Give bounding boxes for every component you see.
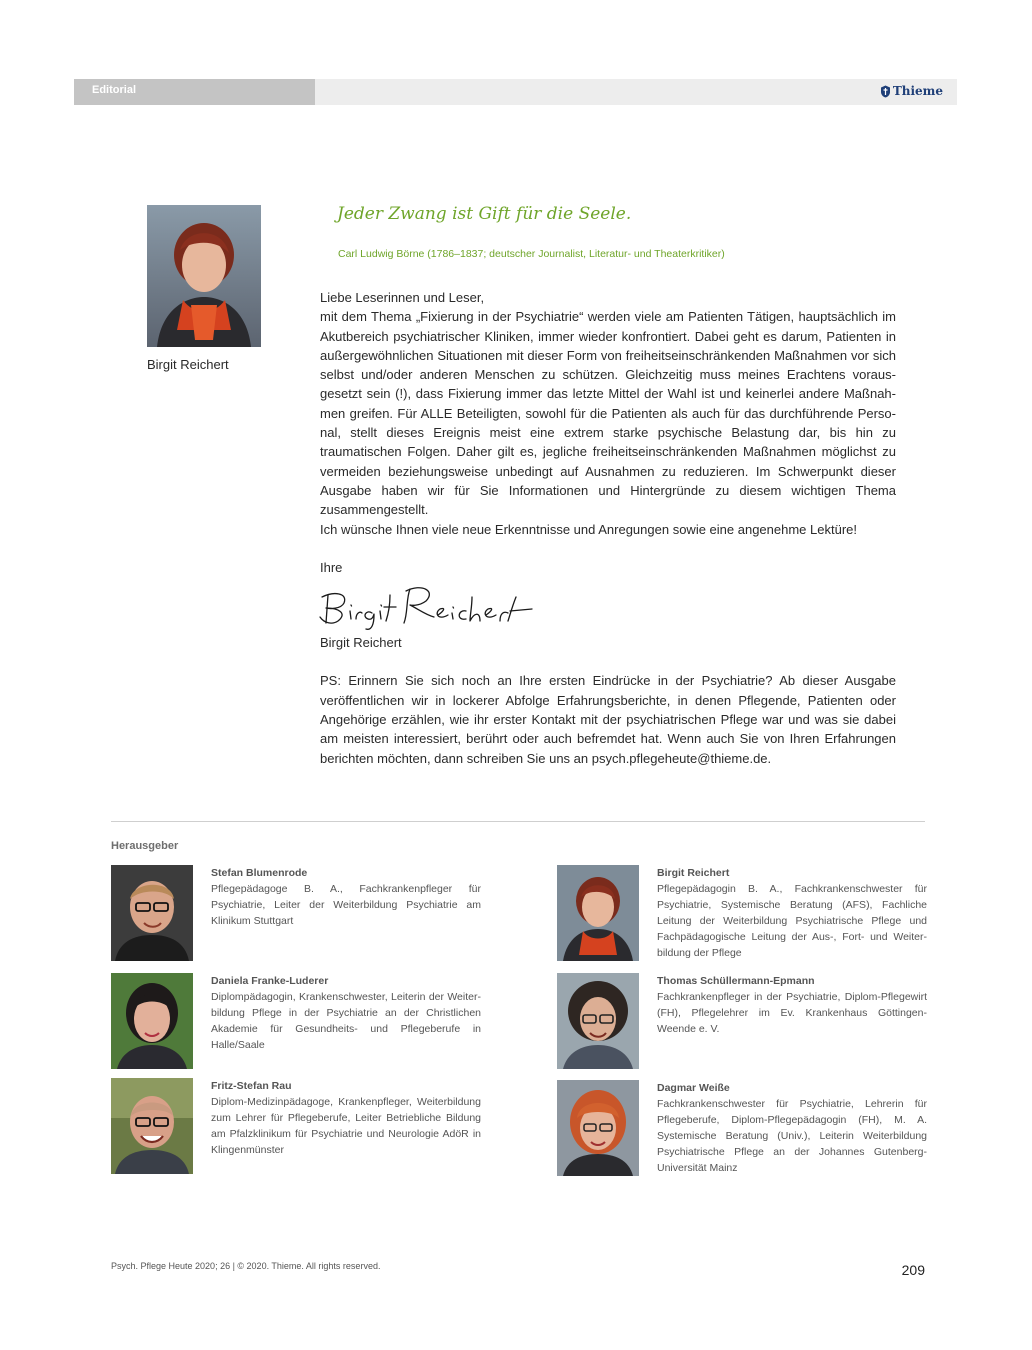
salutation-ihre: Ihre [320,559,343,575]
editor-description: Pflegepädagogin B. A., Fachkrankenschwester für Psychiatrie, Systemische Beratung (AFS), Fachliche Leitung der Weiterbildung Psychiatrische Pflege und Fachpädagogische Leitung der Aus-, Fort- und Weiterbildung der Pflege [657,883,927,959]
footer-citation: Psych. Pflege Heute 2020; 26 | © 2020. Thieme. All rights reserved. [111,1261,381,1271]
page-number: 209 [901,1262,925,1278]
editor-info [657,1080,927,1176]
greeting: Liebe Leserinnen und Leser, [320,290,485,305]
editor-photo [111,865,193,961]
quote-text: Jeder Zwang ist Gift für die Seele. [337,204,632,224]
editor-photo [557,865,639,961]
editor-name: Stefan Blumenrode [211,867,308,879]
editor-name: Thomas Schüllermann-Epmann [657,975,815,987]
brand-name: Thieme [892,84,943,98]
editor-description: Pflegepädagoge B. A., Fachkrankenpfleger für Psychiatrie, Leiter der Weiterbildung Psychiatrie am Klinikum Stuttgart [211,883,481,927]
editor-description: Fachkrankenpfleger in der Psychiatrie, Diplom-Pflegewirt (FH), Pflegelehrer im Ev. Krankenhaus Göttingen-Weende e. V. [657,991,927,1035]
editor-name: Dagmar Weiße [657,1082,730,1094]
section-label: Editorial [92,84,137,96]
editor-info [211,973,481,1053]
thieme-brand [880,84,943,98]
editor-info [657,865,927,961]
publishers-heading: Herausgeber [111,840,179,852]
thieme-logo-icon [880,85,891,98]
editorial-letter [320,288,896,768]
author-portrait [147,205,261,347]
header-bar [74,79,957,105]
editor-photo [557,1080,639,1176]
editor-photo [557,973,639,1069]
quote-source: Carl Ludwig Börne (1786–1837; deutscher Journalist, Literatur- und Theaterkritiker) [338,248,725,260]
editor-photo [111,1078,193,1174]
section-divider [111,821,925,822]
closing-line: Ich wünsche Ihnen viele neue Erkenntnisse und Anregungen sowie eine angenehme Lektüre! [320,521,857,537]
editor-name: Birgit Reichert [657,867,730,879]
editor-name: Fritz-Stefan Rau [211,1080,292,1092]
handwritten-signature [314,581,544,631]
editor-info [211,1078,481,1158]
editor-description: Diplompädagogin, Krankenschwester, Leiterin der Weiterbildung Pflege in der Psychiatrie an der Christlichen Akademie für Gesundheits- und Pflegeberufe in Halle/Saale [211,991,481,1051]
letter-paragraph: mit dem Thema „Fixierung in der Psychiatrie“ werden viele am Patienten Tätigen, hauptsächlich im Akutbereich psychiatrischer Kliniken, immer wieder konfrontiert. Dabei geht es darum, Patienten in außergewöhnlichen Situationen mit dieser Form von freiheitseinschränkenden Maßnahmen vor sich selbst und/oder anderen Menschen zu schützen. Gleichzeitig muss meines Erachtens vorausgesetzt sein (!), dass Fixierung immer das letzte Mittel der Wahl ist und keinerlei andere Maßnahmen greifen. Für ALLE Beteiligten, sowohl für die Patienten als auch für das durchführende Personal, stellt dieses Ereignis meist eine extrem starke psychische Belastung dar, bis hin zu traumatischen Folgen. Daher gilt es, jegliche freiheitseinschränkenden Maßnahmen möglichst zu vermeiden beziehungsweise unbedingt auf Ausnahmen zu reduzieren. Im Schwerpunkt dieser Ausgabe haben wir für Sie Informationen und Hintergründe zu diesem wichtigen Thema zusammengestellt. [320,309,896,518]
editor-name: Daniela Franke-Luderer [211,975,329,987]
editor-info [211,865,481,929]
editor-description: Diplom-Medizinpädagoge, Krankenpfleger, Weiterbildung zum Lehrer für Pflegeberufe, Leiter Betriebliche Bildung am Pfalzklinikum für Psychiatrie und Neurologie AdöR in Klingenmünster [211,1096,481,1156]
section-tab [74,79,315,105]
postscript: PS: Erinnern Sie sich noch an Ihre ersten Eindrücke in der Psychiatrie? Ab dieser Ausgabe veröffentlichen wir in lockerer Abfolge Erfahrungsberichte, in denen Pflegende, Patienten oder Angehörige erzählen, wie ihr erster Kontakt mit der psychiatrischen Pflege war und was sie dabei am meisten interessiert, berührt oder auch befremdet hat. Wenn auch Sie von Ihren Erfahrungen berichten möchten, dann schreiben Sie uns an psych.pflegeheute@thieme.de. [320,673,896,766]
portrait-caption: Birgit Reichert [147,357,229,372]
signature-name: Birgit Reichert [320,635,402,651]
editor-description: Fachkrankenschwester für Psychiatrie, Lehrerin für Pflegeberufe, Diplom-Pflegepädagogin (FH), M. A. Systemische Beratung (Univ.), Leiterin Weiterbildung Psychiatrische Pflege an der Johannes Gutenberg-Universität Mainz [657,1098,927,1174]
editor-photo [111,973,193,1069]
editor-info [657,973,927,1037]
